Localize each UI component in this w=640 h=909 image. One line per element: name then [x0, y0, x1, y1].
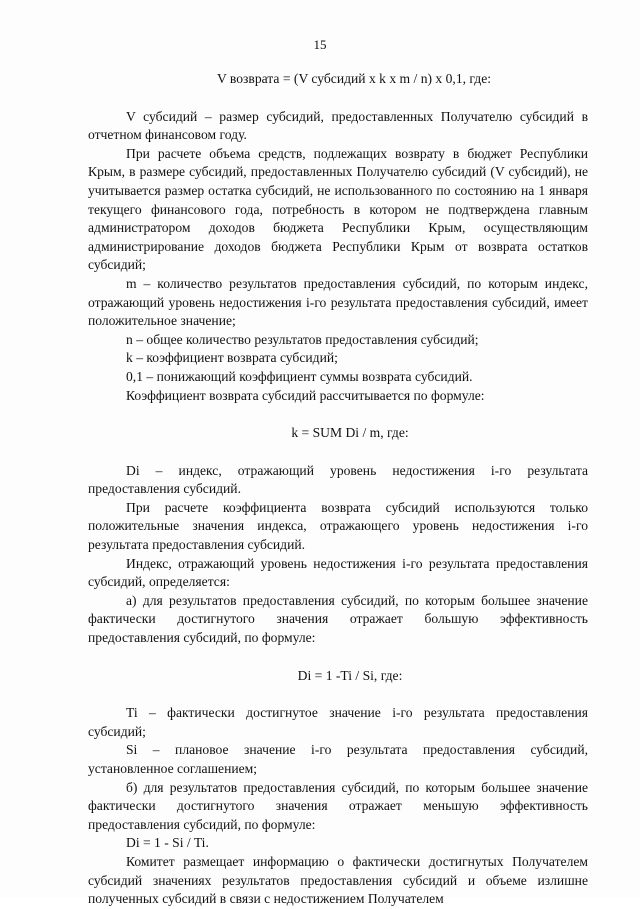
formula-v-return: V возврата = (V субсидий x k x m / n) x 0,1, где: — [216, 71, 492, 86]
paragraph-committee: Комитет размещает информацию о фактически достигнутых Получателем субсидий значениях результатов предоставления субсидий и объеме излишне полученных субсидий в связи с недостижением Получателем — [88, 853, 588, 907]
formula-k: k = SUM Di / m, где: — [291, 425, 409, 441]
paragraph-di-definition: Di – индекс, отражающий уровень недостижения i-го результата предоставления субсидий. — [88, 462, 588, 497]
formula-di-a: Di = 1 -Ti / Si, где: — [297, 667, 403, 683]
line-k-definition: k – коэффициент возврата субсидий; — [126, 350, 338, 366]
line-coefficient-01: 0,1 – понижающий коэффициент суммы возврата субсидий. — [126, 368, 473, 384]
paragraph-positive-values: При расчете коэффициента возврата субсидий используются только положительные значения индекса, отражающего уровень недостижения i-го результата предоставления субсидий. — [88, 499, 588, 553]
paragraph-ti-definition: Ti – фактически достигнутое значение i-го результата предоставления субсидий; — [88, 705, 588, 739]
paragraph-case-a: а) для результатов предоставления субсидий, по которым большее значение фактически достигнутого значения отражает большую эффективность предоставления субсидий, по формуле: — [88, 592, 588, 646]
paragraph-case-b: б) для результатов предоставления субсидий, по которым большее значение фактически достигнутого значения отражает меньшую эффективность предоставления субсидий, по формуле: — [88, 779, 588, 832]
line-k-calc-intro: Коэффициент возврата субсидий рассчитывается по формуле: — [126, 387, 485, 403]
page-content — [88, 70, 588, 909]
paragraph-index-definition: Индекс, отражающий уровень недостижения i-го результата предоставления субсидий, определяется: — [88, 555, 588, 590]
page-number: 15 — [313, 37, 327, 52]
paragraph-m-definition: m – количество результатов предоставления субсидий, по которым индекс, отражающий уровень недостижения i-го результата предоставления субсидий, имеет положительное значение; — [88, 275, 588, 329]
paragraph-si-definition: Si – плановое значение i-го результата предоставления субсидий, установленное соглашением; — [88, 742, 588, 776]
paragraph-calc-volume: При расчете объема средств, подлежащих возврату в бюджет Республики Крым, в размере субсидий, предоставленных Получателю субсидий (V субсидий), не учитывается размер остатка субсидий, не использованного по состоянию на 1 января текущего финансового года, потребность в котором не подтверждена главным администратором доходов бюджета Республики Крым, осуществляющим администрирование доходов бюджета Республики Крым от возврата остатков субсидий; — [88, 145, 588, 273]
line-n-definition: n – общее количество результатов предоставления субсидий; — [126, 331, 479, 347]
paragraph-v-subsidies: V субсидий – размер субсидий, предоставленных Получателю субсидий в отчетном финансовом году. — [88, 108, 588, 143]
formula-di-b: Di = 1 - Si / Ti. — [126, 835, 209, 851]
